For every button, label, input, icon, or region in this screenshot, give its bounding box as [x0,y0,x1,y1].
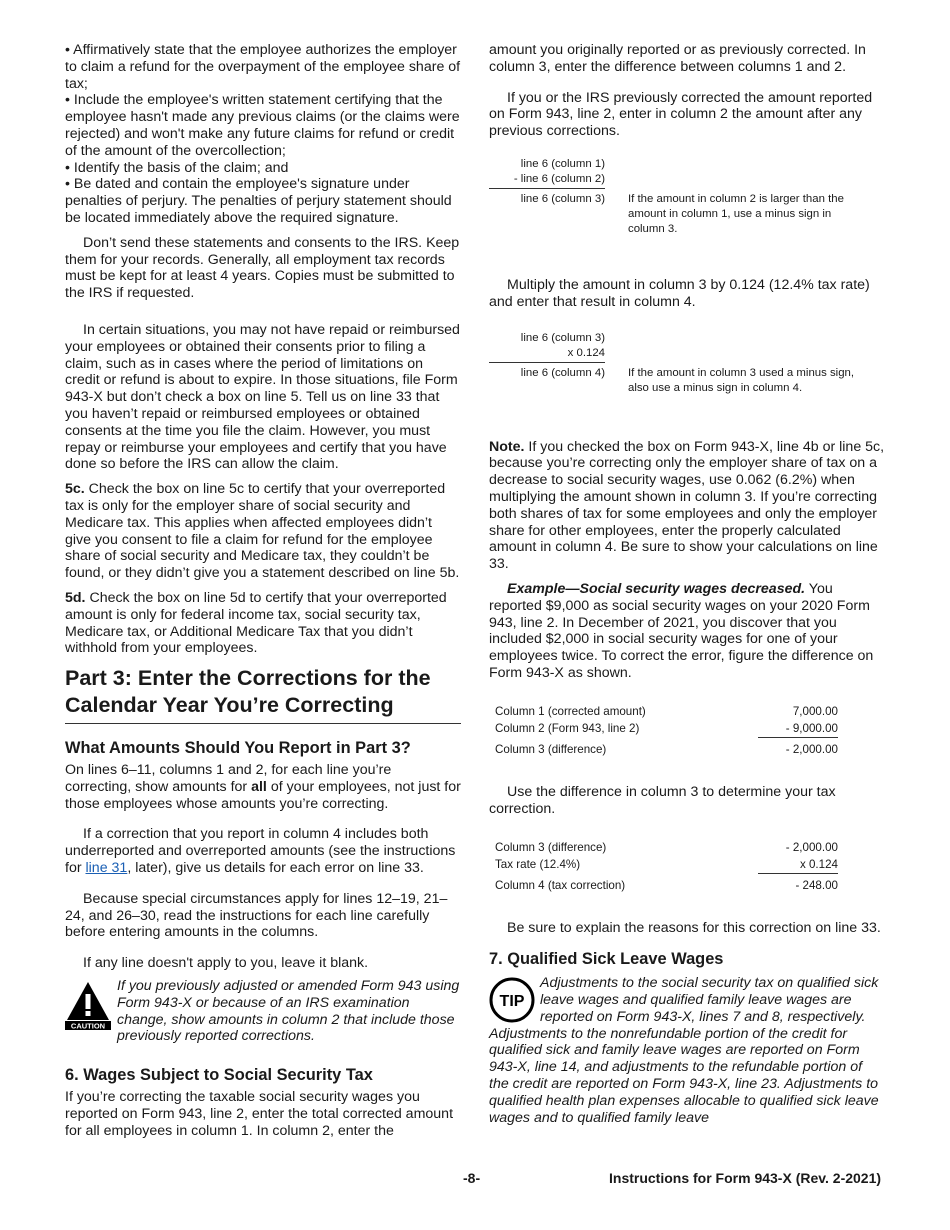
example-table-difference [495,703,838,758]
example-table-correction [495,839,838,894]
calc2-line1: line 6 (column 3) [520,331,605,344]
table1-row [495,720,838,738]
part3-heading: Part 3: Enter the Corrections for the Calendar Year You’re Correcting [65,665,461,724]
bullet-written-statement: • Include the employee's written statement certifying that the employee hasn't made any previous claims (or the claims were rejected) and won't make any future claims for refund or credit of the amount of the overcollection; [65,92,460,159]
table1-row [495,741,838,758]
document-title: Instructions for Form 943-X (Rev. 2-2021) [609,1170,882,1186]
paragraph-if-you-irs: If you or the IRS previously corrected the amount reported on Form 943, line 2, enter in column 2 the amount after any previous corrections. [489,89,873,140]
example-text: You reported $9,000 as social security wages on your 2020 Form 943, line 2. In December of 2021, you discover that you included $2,000 in social security wages for one of your employees twice. To correct the error, figure the difference on Form 943-X as shown. [489,580,874,681]
table2-value: - 2,000.00 [785,841,838,855]
tip-box [489,975,885,1126]
paragraph-certain-situations: In certain situations, you may not have repaid or reimbursed your employees or obtained their consents prior to filing a claim, such as in cases where the period of limitations on credit or refund is about to expire. In those situations, file Form 943-X but don’t check a box on line 5. Tell us on line 33 that you haven’t repaid or reimbursed employees or obtained consents at the time you file the claim. However, you must repay or reimburse your employees and certify that you have done so before the IRS can allow the claim. [65,321,460,473]
text-5c: Check the box on line 5c to certify that your overreported tax is only for the employer share of social security and Medicare tax. This applies when affected employees didn’t give you consent to file a claim for refund for the employee share of social security and Medicare tax, they couldn’t be found, or they didn’t give you a statement described on line 5b. [65,481,460,582]
calc-block-column4 [489,331,885,396]
table2-label: Tax rate (12.4%) [495,858,581,872]
table1-value: - 9,000.00 [758,720,838,738]
table2-row [495,877,838,894]
right-column [489,42,885,1126]
table2-label: Column 4 (tax correction) [495,879,626,893]
paragraph-if-correction [65,826,461,876]
note-label: Note. [489,438,525,455]
correction-text-b: , later), give us details for each error on line 33. [127,860,424,877]
table1-row [495,703,838,720]
tip-label: TIP [499,993,525,1011]
paragraph-use-difference: Use the difference in column 3 to determine your tax correction. [489,783,836,817]
correction-text-a: If a correction that you report in column 4 includes both underreported and overreported amounts (see the instructions for [65,826,456,877]
calc1-note: If the amount in column 2 is larger than the amount in column 1, use a minus sign in column 3. [628,192,844,235]
paragraph-lines-6-11 [65,762,461,812]
calc1-line1: line 6 (column 1) [520,157,605,170]
calc2-line3: line 6 (column 4) [520,366,605,379]
what-amounts-heading: What Amounts Should You Report in Part 3? [65,739,411,758]
calc1-line3: line 6 (column 3) [520,192,605,205]
tip-text: Adjustments to the social security tax on qualified sick leave wages and qualified family leave wages are reported on Form 943-X, lines 7 and 8, respectively. Adjustments to the nonrefundable portion of the credit for qualified sick and family leave wages are reported on Form 943-X, line 14, and adjustments to the refundable portion of the credit are reported on Form 943-X, line 23. Adjustments to qualified health plan expenses allocable to qualified sick leave wages and to qualified family leave [489,975,879,1126]
caution-label: CAUTION [70,1021,106,1031]
lines-text-bold: all [251,778,267,795]
calc-block-column3 [489,157,885,237]
calc2-note: If the amount in column 3 used a minus sign, also use a minus sign in column 4. [628,366,855,394]
bullet-identify-basis: • Identify the basis of the claim; and [65,159,289,176]
lines-text-a: On lines 6–11, columns 1 and 2, for each line you’re correcting, show amounts for [65,762,392,795]
paragraph-5d [65,590,461,657]
table1-value: 7,000.00 [792,704,838,718]
label-5d: 5d. [65,589,86,606]
text-5d: Check the box on line 5d to certify that your overreported amount is only for federal income tax, social security tax, Medicare tax, or Additional Medicare Tax that you didn’t withhold from your employees. [65,589,447,657]
caution-icon [65,980,111,1030]
line-31-link[interactable]: line 31 [85,860,128,877]
label-5c: 5c. [65,481,85,498]
section-6-heading: 6. Wages Subject to Social Security Tax [65,1066,373,1085]
caution-box [65,978,461,1045]
example-label: Example—Social security wages decreased. [507,580,806,597]
lines-text-b: of your employees, not just for those employees whose amounts you’re correcting. [65,778,461,812]
table1-label: Column 3 (difference) [495,742,607,756]
paragraph-note [489,439,885,573]
table2-value: x 0.124 [758,856,838,874]
bullet-authorize: • Affirmatively state that the employee authorizes the employer to claim a refund for the overpayment of the employee share of tax; [65,42,461,92]
table1-label: Column 1 (corrected amount) [495,704,646,718]
table1-value: - 2,000.00 [785,742,838,756]
paragraph-be-sure: Be sure to explain the reasons for this correction on line 33. [507,920,881,937]
table2-row [495,839,838,856]
table2-label: Column 3 (difference) [495,841,607,855]
paragraph-multiply: Multiply the amount in column 3 by 0.124 (12.4% tax rate) and enter that result in column 4. [489,276,870,310]
calc2-line2: x 0.124 [489,346,605,363]
note-text: If you checked the box on Form 943-X, line 4b or line 5c, because you’re correcting only the employer share of tax on a decrease to social security wages, use 0.062 (6.2%) when multiplying the amount shown in column 3. If you’re correcting both shares of tax for some employees and only the employer share for other employees, enter the properly calculated amount in column 4. Be sure to show your calculations on line 33. [489,438,885,573]
section-7-heading: 7. Qualified Sick Leave Wages [489,950,724,969]
bullet-dated-signature: • Be dated and contain the employee's signature under penalties of perjury. The penalties of perjury statement should be located immediately above the required signature. [65,176,452,226]
paragraph-section-6: If you’re correcting the taxable social security wages you reported on Form 943, line 2, enter the total corrected amount for all employees in column 1. In column 2, enter the [65,1089,454,1139]
table2-value: - 248.00 [795,879,838,893]
table2-row [495,856,838,874]
paragraph-continued: amount you originally reported or as previously corrected. In column 3, enter the difference between columns 1 and 2. [489,42,866,75]
paragraph-special-circumstances: Because special circumstances apply for lines 12–19, 21–24, and 26–30, read the instructions for each line carefully before entering amounts in the columns. [65,890,448,941]
caution-text: If you previously adjusted or amended Form 943 using Form 943-X or because of an IRS examination change, show amounts in column 2 that include those previously reported corrections. [117,978,460,1045]
paragraph-example [489,581,885,682]
paragraph-if-any-line: If any line doesn't apply to you, leave it blank. [83,955,369,972]
calc1-line2: - line 6 (column 2) [489,172,605,189]
page-number: -8- [463,1170,481,1186]
left-column [65,42,461,1140]
paragraph-dont-send: Don’t send these statements and consents to the IRS. Keep them for your records. Generally, all employment tax records must be kept for at least 4 years. Copies must be submitted to the IRS if requested. [65,234,460,302]
tip-icon [489,977,535,1023]
paragraph-5c [65,481,461,582]
table1-label: Column 2 (Form 943, line 2) [495,721,640,735]
